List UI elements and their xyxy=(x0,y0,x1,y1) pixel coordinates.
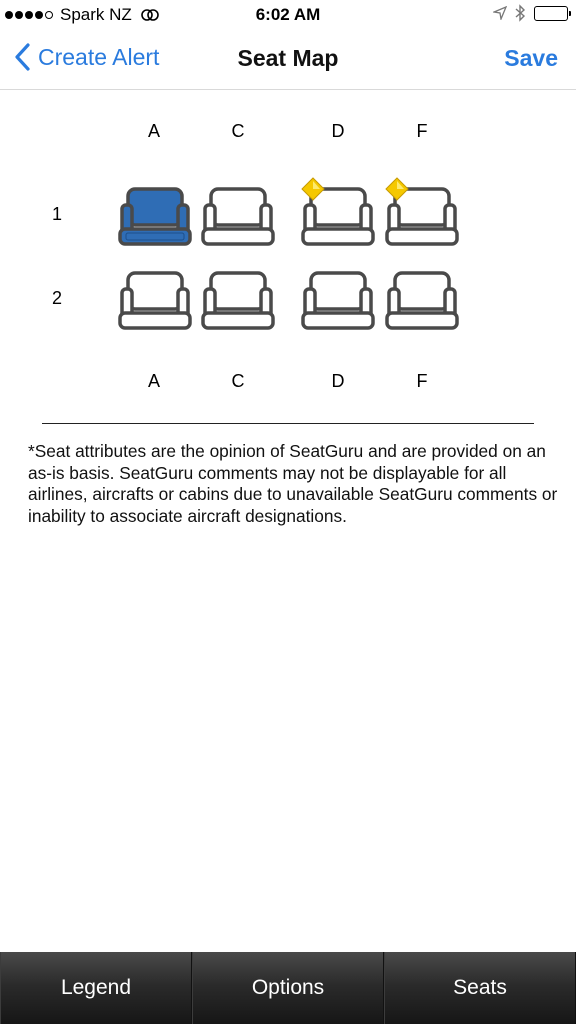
tab-seats[interactable]: Seats xyxy=(384,952,576,1024)
seat-selected-icon xyxy=(118,183,192,249)
carrier-name: Spark NZ xyxy=(60,5,132,24)
seatguru-disclaimer: *Seat attributes are the opinion of SeatGuru and are provided on an as-is basis. SeatGuru comments may not be displayable for all airlines, aircrafts or cabins due to unavailable SeatGuru comments or inability to associate aircraft designations. xyxy=(28,441,558,526)
seat-icon xyxy=(118,267,192,333)
back-button-label: Create Alert xyxy=(38,43,160,70)
tab-options[interactable]: Options xyxy=(192,952,384,1024)
seat-1f[interactable] xyxy=(385,183,459,249)
seat-1c[interactable] xyxy=(201,183,275,249)
page-title: Seat Map xyxy=(237,45,339,71)
location-arrow-icon xyxy=(493,6,507,20)
nav-bar xyxy=(0,30,576,90)
seat-2d[interactable] xyxy=(301,267,375,333)
column-label-top: F xyxy=(416,121,428,141)
seat-icon xyxy=(301,267,375,333)
row-label: 2 xyxy=(51,288,62,308)
column-label-top: D xyxy=(331,121,345,141)
seat-icon xyxy=(385,267,459,333)
divider xyxy=(42,423,534,424)
seat-1d[interactable] xyxy=(301,183,375,249)
column-label-bottom: F xyxy=(416,371,428,391)
column-label-bottom: C xyxy=(231,371,245,391)
bottom-tab-bar xyxy=(0,952,576,1024)
battery-icon xyxy=(534,6,568,21)
seat-2a[interactable] xyxy=(118,267,192,333)
bluetooth-icon xyxy=(515,4,526,22)
row-label: 1 xyxy=(51,204,62,224)
status-right xyxy=(493,4,568,22)
seat-2c[interactable] xyxy=(201,267,275,333)
column-label-bottom: D xyxy=(331,371,345,391)
status-bar xyxy=(0,0,576,30)
column-label-top: A xyxy=(147,121,160,141)
seat-icon xyxy=(201,267,275,333)
seatguru-diamond-icon xyxy=(385,177,409,201)
column-label-top: C xyxy=(231,121,245,141)
seat-icon xyxy=(201,183,275,249)
status-time: 6:02 AM xyxy=(255,5,321,24)
seat-2f[interactable] xyxy=(385,267,459,333)
seatguru-diamond-icon xyxy=(301,177,325,201)
column-label-bottom: A xyxy=(147,371,160,391)
save-button[interactable]: Save xyxy=(504,45,558,71)
seat-1a-selected[interactable] xyxy=(118,183,192,249)
tab-legend[interactable]: Legend xyxy=(0,952,192,1024)
